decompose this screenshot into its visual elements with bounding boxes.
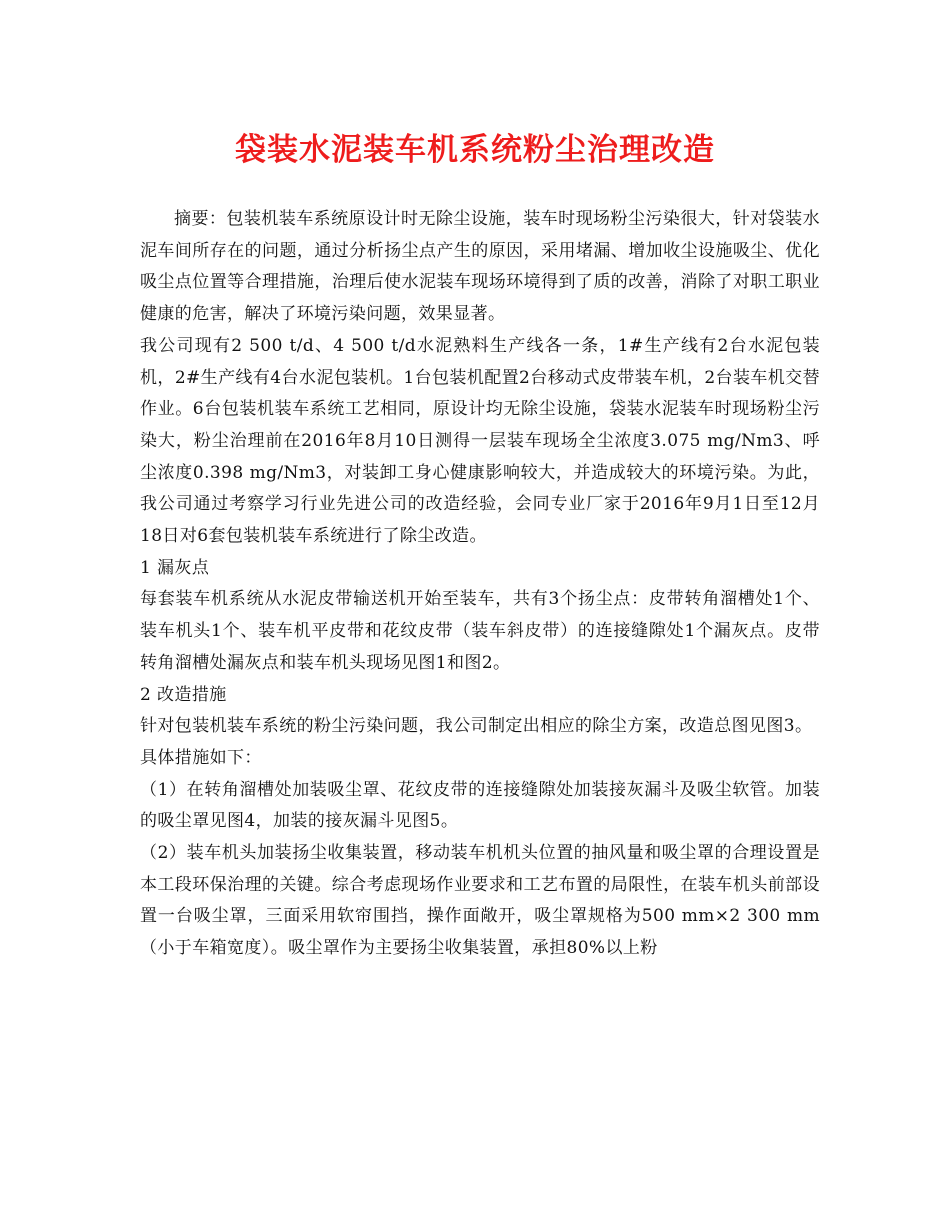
measure-item-1: （1）在转角溜槽处加装吸尘罩、花纹皮带的连接缝隙处加装接灰漏斗及吸尘软管。加装的吸尘罩见图4，加装的接灰漏斗见图5。 bbox=[140, 779, 820, 832]
document-body bbox=[140, 204, 820, 965]
section-2-paragraph: 针对包装机装车系统的粉尘污染问题，我公司制定出相应的除尘方案，改造总图见图3。 bbox=[140, 716, 813, 737]
section-heading-2: 2 改造措施 bbox=[140, 684, 227, 705]
abstract-paragraph: 摘要：包装机装车系统原设计时无除尘设施，装车时现场粉尘污染很大，针对袋装水泥车间所存在的问题，通过分析扬尘点产生的原因，采用堵漏、增加收尘设施吸尘、优化吸尘点位置等合理措施，治理后使水泥装车现场环境得到了质的改善，消除了对职工职业健康的危害，解决了环境污染问题，效果显著。 bbox=[140, 209, 820, 325]
measure-item-2: （2）装车机头加装扬尘收集装置，移动装车机机头位置的抽风量和吸尘罩的合理设置是本工段环保治理的关键。综合考虑现场作业要求和工艺布置的局限性，在装车机头前部设置一台吸尘罩，三面采用软帘围挡，操作面敞开，吸尘罩规格为500 mm×2 300 mm（小于车箱宽度）。吸尘罩作为主要扬尘收集装置，承担80%以上粉 bbox=[140, 843, 820, 959]
intro-paragraph: 我公司现有2 500 t/d、4 500 t/d水泥熟料生产线各一条，1#生产线有2台水泥包装机，2#生产线有4台水泥包装机。1台包装机配置2台移动式皮带装车机，2台装车机交替作业。6台包装机装车系统工艺相同，原设计均无除尘设施，袋装水泥装车时现场粉尘污染大，粉尘治理前在2016年8月10日测得一层装车现场全尘浓度3.075 mg/Nm3、呼尘浓度0.398 mg/Nm3，对装卸工身心健康影响较大，并造成较大的环境污染。为此，我公司通过考察学习行业先进公司的改造经验，会同专业厂家于2016年9月1日至12月18日对6套包装机装车系统进行了除尘改造。 bbox=[140, 335, 820, 547]
section-heading-1: 1 漏灰点 bbox=[140, 557, 210, 578]
section-1-paragraph: 每套装车机系统从水泥皮带输送机开始至装车，共有3个扬尘点：皮带转角溜槽处1个、装车机头1个、装车机平皮带和花纹皮带（装车斜皮带）的连接缝隙处1个漏灰点。皮带转角溜槽处漏灰点和装车机头现场见图1和图2。 bbox=[140, 589, 820, 673]
document-title: 袋装水泥装车机系统粉尘治理改造 bbox=[235, 132, 715, 168]
measures-intro: 具体措施如下： bbox=[140, 747, 262, 768]
